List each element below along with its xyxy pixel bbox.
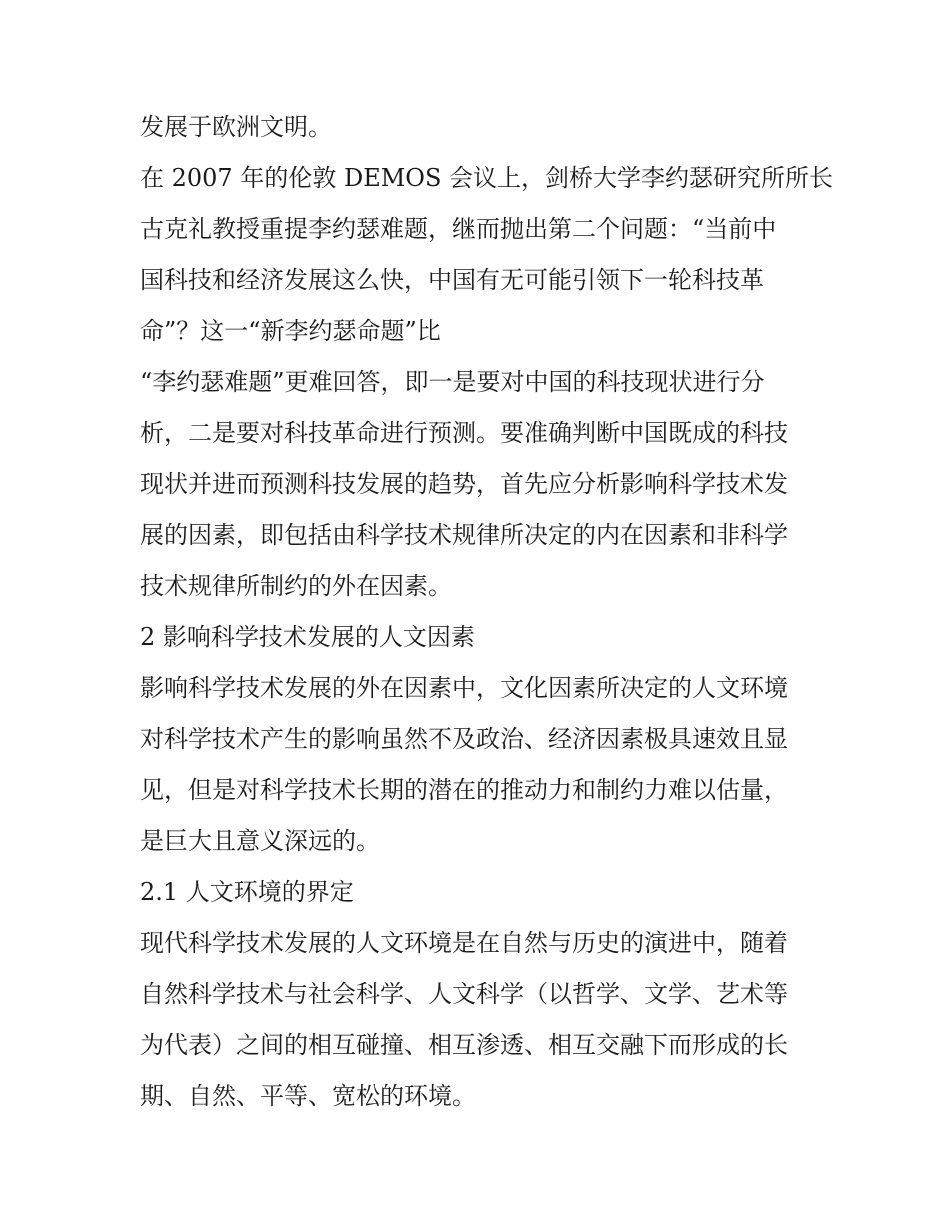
text-line: 命”？这一“新李约瑟命题”比 (140, 317, 441, 345)
text-line: 影响科学技术发展的外在因素中，文化因素所决定的人文环境 (140, 674, 788, 702)
text-line: 是巨大且意义深远的。 (140, 827, 380, 855)
text-line: “李约瑟难题”更难回答，即一是要对中国的科技现状进行分 (140, 368, 765, 396)
text-line: 展的因素，即包括由科学技术规律所决定的内在因素和非科学 (140, 521, 788, 549)
text-line: 自然科学技术与社会科学、人文科学（以哲学、文学、艺术等 (140, 980, 788, 1008)
text-line: 古克礼教授重提李约瑟难题，继而抛出第二个问题：“当前中 (140, 215, 777, 243)
text-line: 技术规律所制约的外在因素。 (140, 572, 452, 600)
text-line: 在 2007 年的伦敦 DEMOS 会议上，剑桥大学李约瑟研究所所长 (140, 164, 834, 192)
section-heading: 2 影响科学技术发展的人文因素 (140, 623, 475, 651)
text-line: 现代科学技术发展的人文环境是在自然与历史的演进中，随着 (140, 929, 788, 957)
text-line: 析，二是要对科技革命进行预测。要准确判断中国既成的科技 (140, 419, 788, 447)
text-line: 现状并进而预测科技发展的趋势，首先应分析影响科学技术发 (140, 470, 788, 498)
body-text (140, 102, 834, 1122)
subsection-heading: 2.1 人文环境的界定 (140, 878, 354, 906)
text-line: 期、自然、平等、宽松的环境。 (140, 1082, 476, 1110)
text-line: 为代表）之间的相互碰撞、相互渗透、相互交融下而形成的长 (140, 1031, 788, 1059)
text-line: 对科学技术产生的影响虽然不及政治、经济因素极具速效且显 (140, 725, 788, 753)
text-line: 发展于欧洲文明。 (140, 113, 332, 141)
text-line: 国科技和经济发展这么快，中国有无可能引领下一轮科技革 (140, 266, 764, 294)
text-line: 见，但是对科学技术长期的潜在的推动力和制约力难以估量， (140, 776, 788, 804)
